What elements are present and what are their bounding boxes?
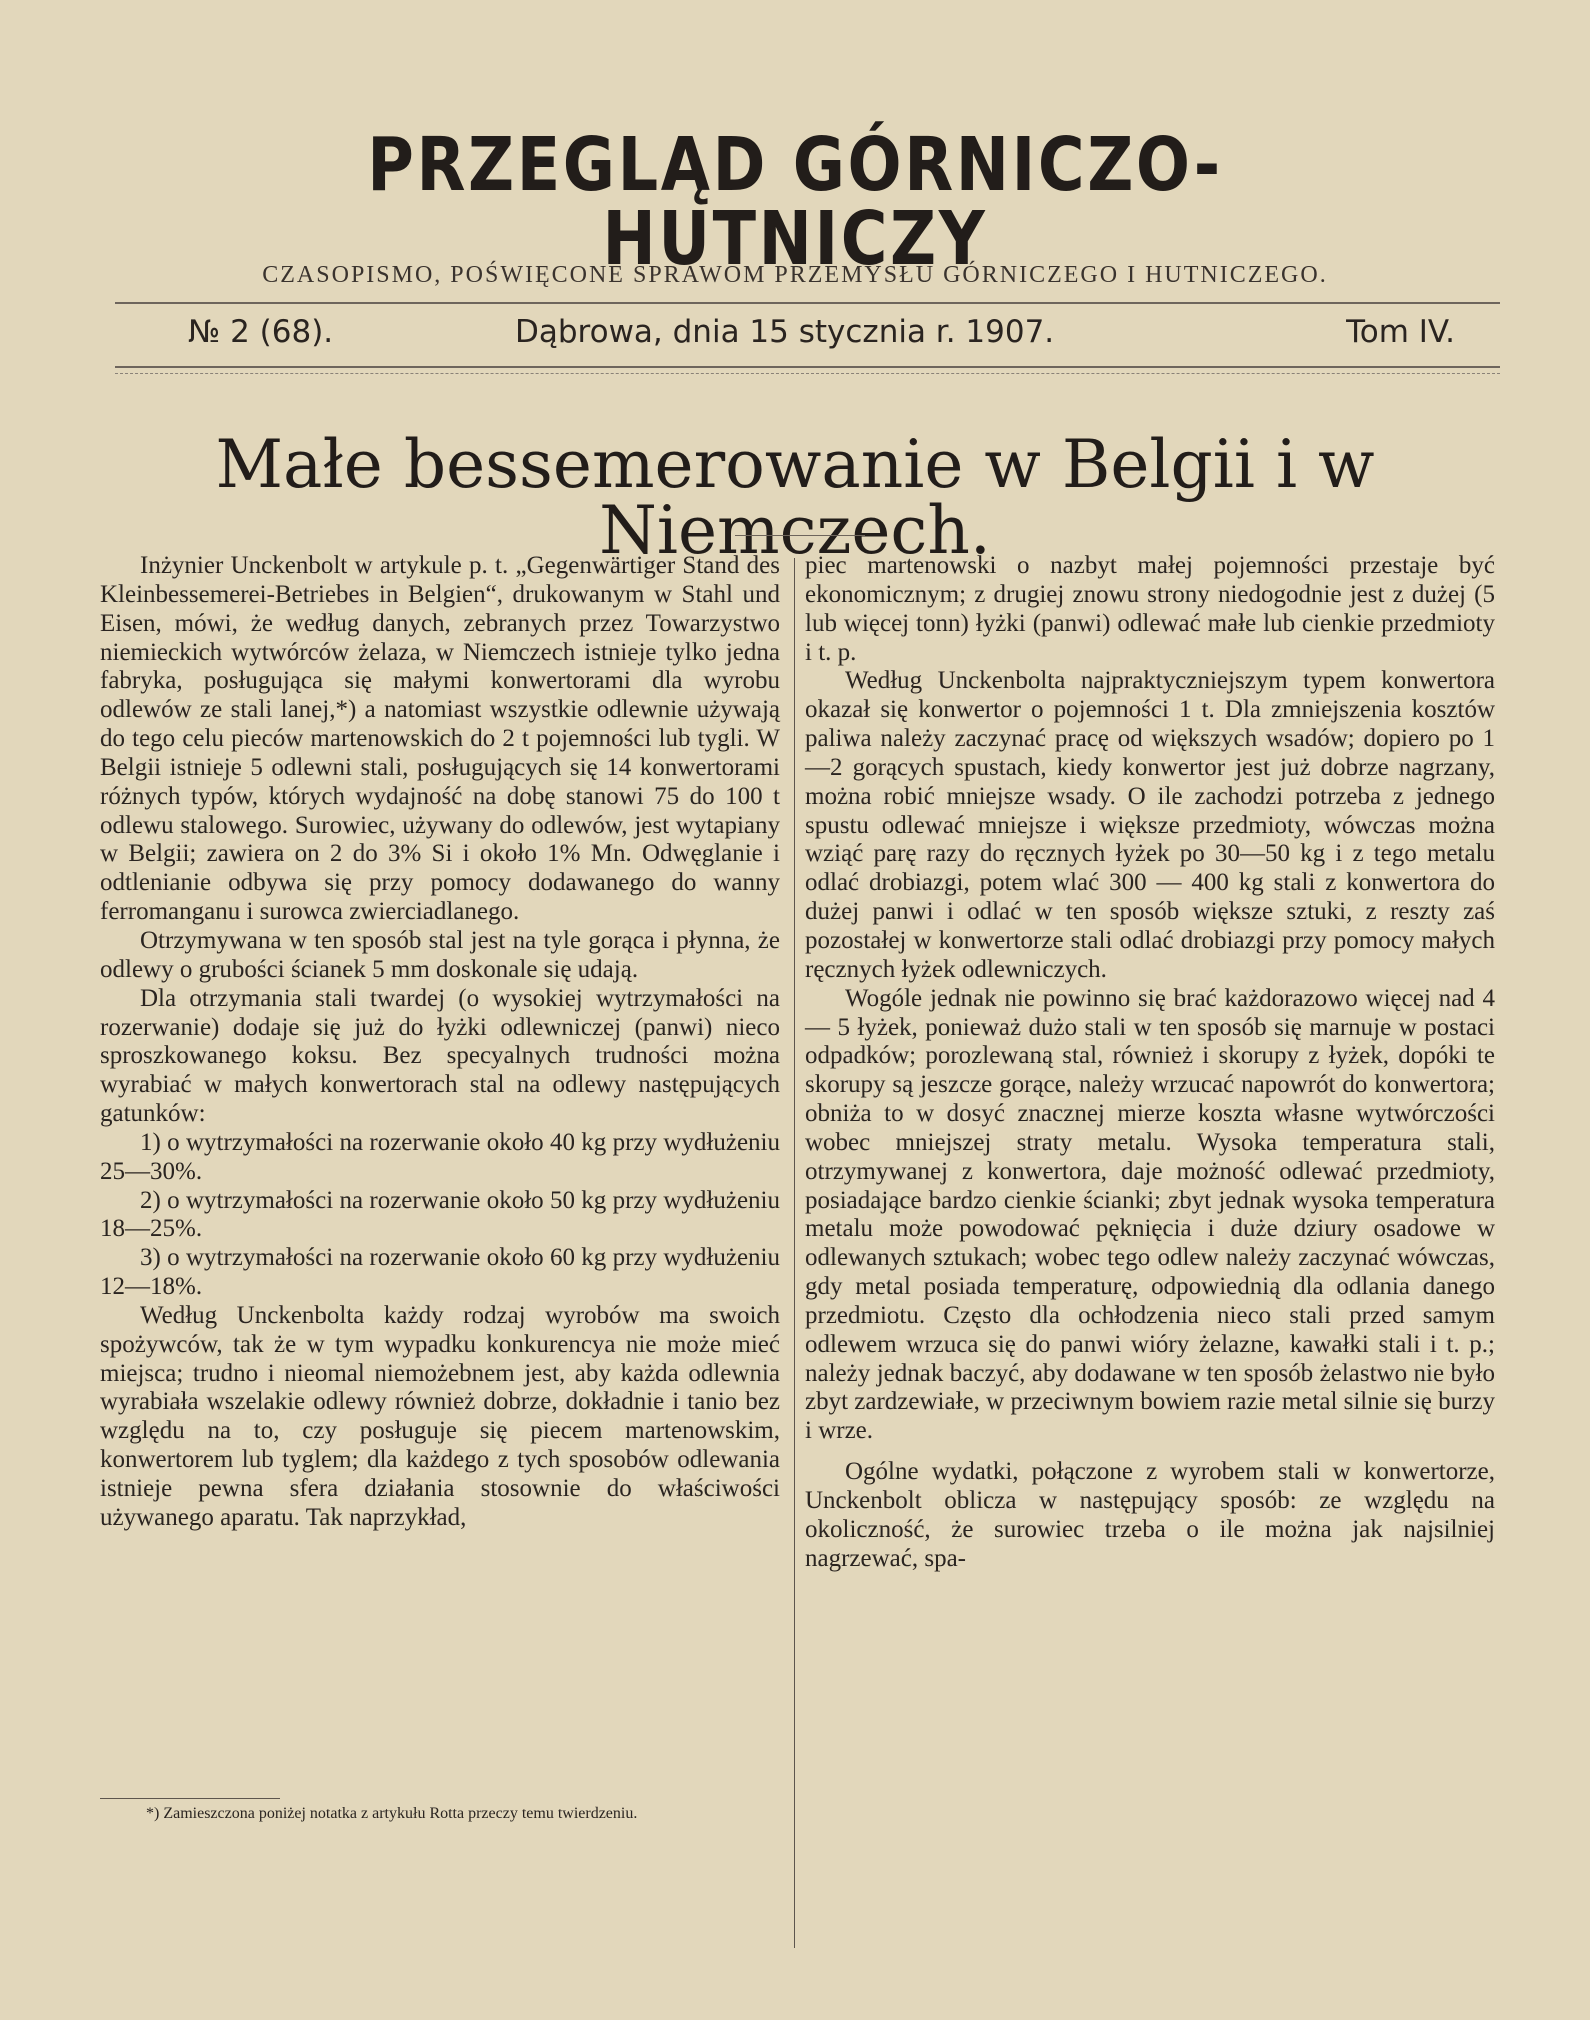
masthead-subtitle: CZASOPISMO, POŚWIĘCONE SPRAWOM PRZEMYSŁU GÓRNICZEGO I HUTNICZEGO. [262, 262, 1328, 288]
paragraph: Według Unckenbolta każdy rodzaj wyrobów ma swoich spożywców, tak że w tym wypadku konkurencya nie może mieć miejsca; trudno i nieomal niemożebnem jest, aby każda odlewnia wyrabiała wszelakie odlewy również dobrze, dokładnie i tanio bez względu na to, czy posługuje się piecem martenowskim, konwertorem lub tyglem; dla każdego z tych sposobów odlewania istnieje pewna sfera działania stosownie do właściwości używanego aparatu. Tak naprzykład, [100, 1301, 780, 1531]
right-column [805, 552, 1495, 1574]
footnote-rule [100, 1798, 280, 1799]
place-date: Dąbrowa, dnia 15 stycznia r. 1907. [515, 314, 1055, 350]
paragraph: Inżynier Unckenbolt w artykule p. t. „Gegenwärtiger Stand des Kleinbessemerei-Betriebes in Belgien“, drukowanym w Stahl und Eisen, mówi, że według danych, zebranych przez Towarzystwo niemieckich wytwórców żelaza, w Niemczech istnieje tylko jedna fabryka, posługująca się małymi konwertorami dla wyrobu odlewów ze stali lanej,*) a natomiast wszystkie odlewnie używają do tego celu pieców martenowskich do 2 t pojemności lub tygli. W Belgii istnieje 5 odlewni stali, posługujących się 14 konwertorami różnych typów, których wydajność na dobę stanowi 75 do 100 t odlewu stalowego. Surowiec, używany do odlewów, jest wytapiany w Belgii; zawiera on 2 do 3% Si i około 1% Mn. Odwęglanie i odtlenianie odbywa się przy pomocy dodawanego do wanny ferromanganu i surowca zwierciadlanego. [100, 552, 780, 926]
footnote-text: *) Zamieszczona poniżej notatka z artykułu Rotta przeczy temu twierdzeniu. [146, 1805, 638, 1822]
paragraph: piec martenowski o nazbyt małej pojemności przestaje być ekonomicznym; z drugiej znowu strony niedogodnie jest z dużej (5 lub więcej tonn) łyżki (panwi) odlewać małe lub cienkie przedmioty i t. p. [805, 552, 1495, 666]
paragraph: Ogólne wydatki, połączone z wyrobem stali w konwertorze, Unckenbolt oblicza w następujący sposób: ze względu na okoliczność, że surowiec trzeba o ile można jak najsilniej nagrzewać, spa- [805, 1458, 1495, 1572]
header-rule-bottom-dashed [115, 373, 1500, 374]
header-rule-bottom [115, 366, 1500, 368]
header-rule-top [115, 302, 1500, 304]
list-item: 1) o wytrzymałości na rozerwanie około 40 kg przy wydłużeniu 25—30%. [100, 1128, 780, 1185]
paragraph: Otrzymywana w ten sposób stal jest na tyle gorąca i płynna, że odlewy o grubości ścianek 5 mm doskonale się udają. [100, 926, 780, 983]
paragraph: Dla otrzymania stali twardej (o wysokiej wytrzymałości na rozerwanie) dodaje się już do łyżki odlewniczej (panwi) nieco sproszkowanego koksu. Bez specyalnych trudności można wyrabiać w małych konwertorach stal na odlewy następujących gatunków: [100, 984, 780, 1128]
issue-number: № 2 (68). [188, 314, 334, 350]
volume-label: Tom IV. [1346, 314, 1455, 350]
paragraph: Wogóle jednak nie powinno się brać każdorazowo więcej nad 4 — 5 łyżek, ponieważ dużo stali w ten sposób się marnuje w postaci odpadków; porozlewaną stal, również i skorupy z łyżek, dopóki te skorupy są jeszcze gorące, należy wrzucać napowrót do konwertora; obniża to w dosyć znacznej mierze koszta własne wytwórczości wobec mniejszej straty metalu. Wysoka temperatura stali, otrzymywanej z konwertora, daje możność odlewać przedmioty, posiadające bardzo cienkie ścianki; zbyt jednak wysoka temperatura metalu może powodować pęknięcia i duże dziury osadowe w odlewanych sztukach; wobec tego odlew należy zaczynać wówczas, gdy metal posiada temperaturę, odpowiednią dla odlania danego przedmiotu. Często dla ochłodzenia nieco stali przed samym odlewem wrzuca się do panwi wióry żelazne, kawałki stali i t. p.; należy jednak baczyć, aby dodawane w ten sposób żelastwo nie było zbyt zardzewiałe, w przeciwnym bowiem razie metal silnie się burzy i wrze. [805, 984, 1495, 1445]
column-divider [794, 558, 795, 1948]
list-item: 3) o wytrzymałości na rozerwanie około 60 kg przy wydłużeniu 12—18%. [100, 1244, 780, 1301]
left-column [100, 552, 780, 1533]
article-title: Małe bessemerowanie w Belgii i w Niemczech. [215, 426, 1375, 569]
paragraph: Według Unckenbolta najpraktyczniejszym typem konwertora okazał się konwertor o pojemności 1 t. Dla zmniejszenia kosztów paliwa należy zaczynać pracę od większych wsadów; dopiero po 1—2 gorących spustach, kiedy konwertor jest już dobrze nagrzany, można robić mniejsze wsady. O ile zachodzi potrzeba z jednego spustu odlewać mniejsze i większe przedmioty, wówczas można wziąć parę razy do ręcznych łyżek po 30—50 kg i z tego metalu odlać drobiazgi, potem wlać 300 — 400 kg stali z konwertora do dużej panwi i odlać w ten sposób większe sztuki, z reszty zaś pozostałej w konwertorze stali odlać drobiazgi przy pomocy małych ręcznych łyżek odlewniczych. [805, 667, 1495, 983]
title-rule [735, 535, 865, 536]
footnote [100, 1804, 780, 1824]
list-item: 2) o wytrzymałości na rozerwanie około 50 kg przy wydłużeniu 18—25%. [100, 1186, 780, 1243]
masthead-title: PRZEGLĄD GÓRNICZO-HUTNICZY [367, 122, 1223, 282]
